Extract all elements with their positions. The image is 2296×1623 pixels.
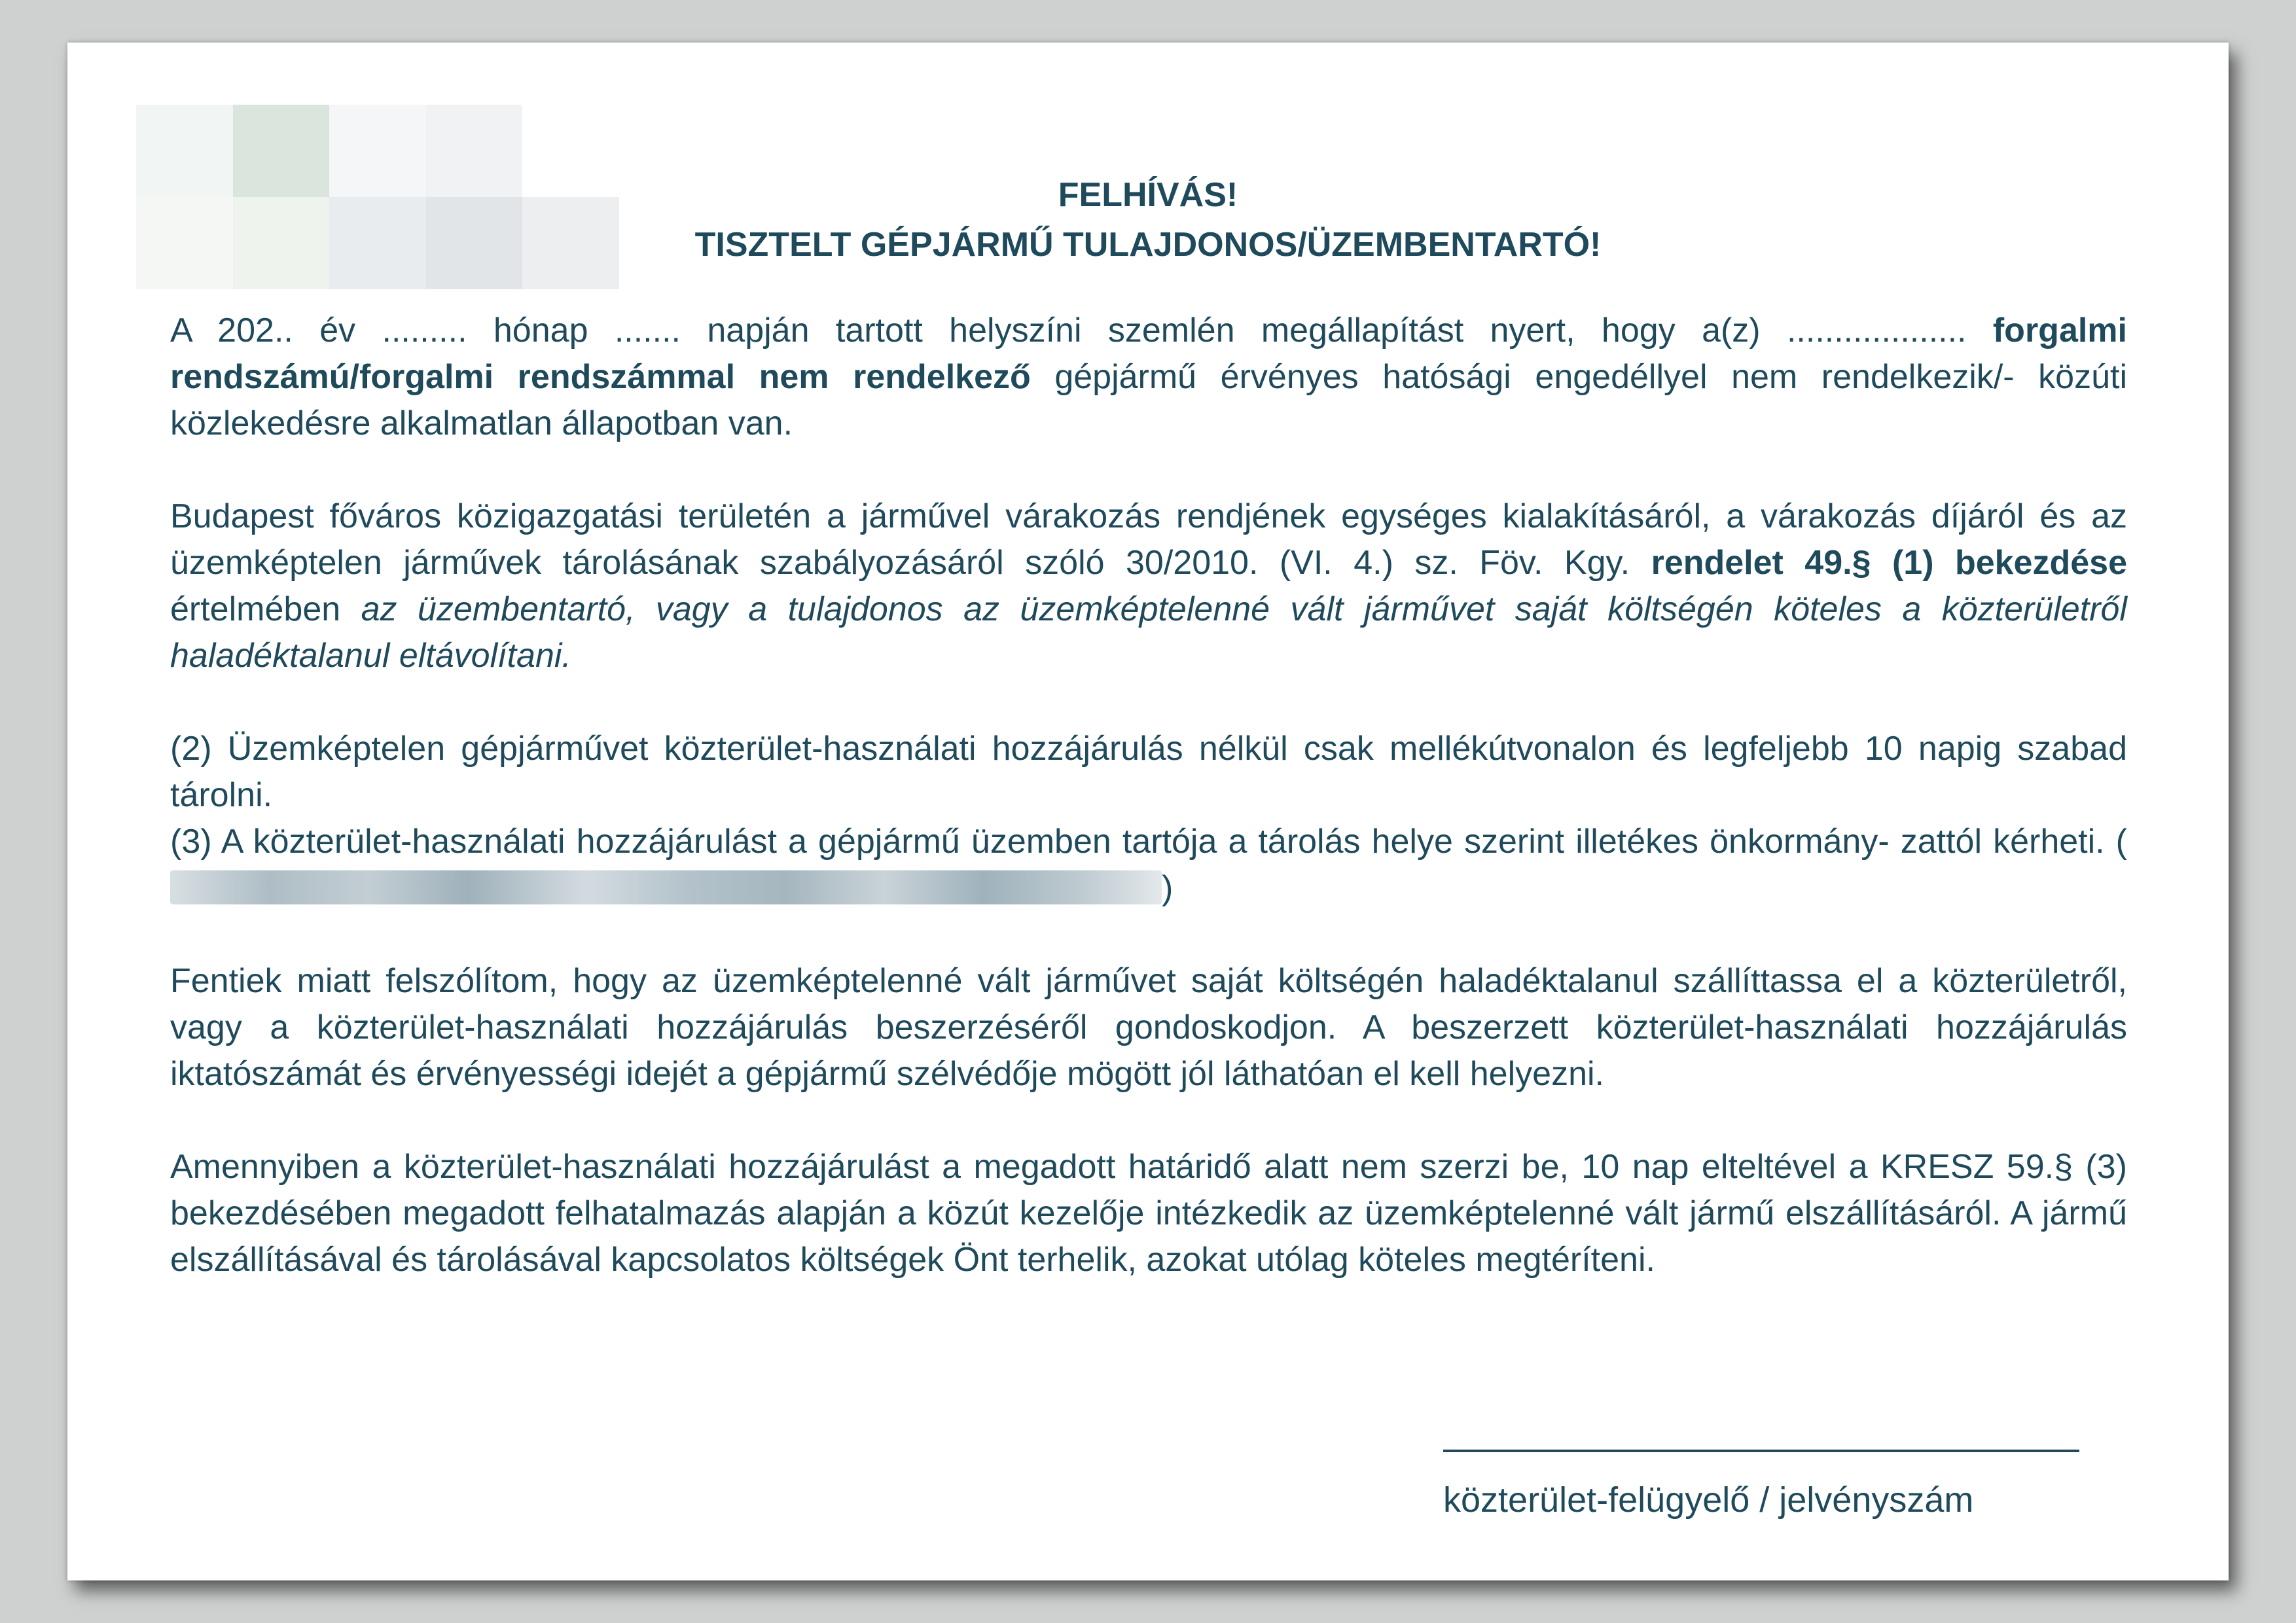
regulation-italic: az üzembentartó, vagy a tulajdonos az üzemképtelenné vált járművet saját költségén köteles a közterületről haladéktalanul eltávolítani.	[170, 590, 2127, 675]
paragraph-summons	[170, 958, 2127, 1097]
notice-title	[67, 170, 2229, 270]
paragraph-consequence	[170, 1144, 2127, 1283]
section-3-text: (3) A közterület-használati hozzájárulást a gépjármű üzemben tartója a tárolás helye szerint illetékes önkormány- zattól kérheti. (	[170, 823, 2127, 861]
paragraph-section-3	[170, 819, 2127, 912]
signature-line	[1443, 1450, 2079, 1452]
summons-text: Fentiek miatt felszólítom, hogy az üzemképtelenné vált járművet saját költségén haladéktalanul szállíttassa el a közterületről, vagy a közterület-használati hozzájárulás beszerzéséről gondoskodjon. A beszerzett közterület-használati hozzájárulás iktatószámát és érvényességi idejét a gépjármű szélvédője mögött jól láthatóan el kell helyezni.	[170, 962, 2127, 1093]
inspection-bold: forgalmi rendszámú/forgalmi rendszámmal nem rendelkező	[170, 312, 2127, 396]
title-line-2: TISZTELT GÉPJÁRMŰ TULAJDONOS/ÜZEMBENTARTÓ!	[694, 226, 1602, 264]
regulation-text: Budapest főváros közigazgatási területén a járművel várakozás rendjének egységes kialakításáról, a várakozás díjáról és az üzemképtelen járművek tárolásának szabályozásáról szóló 30/2010. (VI. 4.) sz. Föv. Kgy.	[170, 497, 2127, 582]
redacted-address	[170, 870, 1162, 904]
section-3-close: )	[1162, 869, 1174, 907]
paragraph-regulation	[170, 493, 2127, 679]
inspection-text-end: gépjármű érvényes hatósági engedéllyel nem rendelkezik/- közúti közlekedésre alkalmatlan állapotban van.	[170, 358, 2127, 442]
notice-body	[170, 308, 2127, 1330]
paragraph-section-2	[170, 726, 2127, 819]
notice-page	[67, 43, 2229, 1580]
paragraph-inspection	[170, 308, 2127, 447]
section-2-text: (2) Üzemképtelen gépjárművet közterület-használati hozzájárulás nélkül csak mellékútvonalon és legfeljebb 10 napig szabad tárolni.	[170, 730, 2127, 814]
consequence-text: Amennyiben a közterület-használati hozzájárulást a megadott határidő alatt nem szerzi be, 10 nap elteltével a KRESZ 59.§ (3) bekezdésében megadott felhatalmazás alapján a közút kezelője intézkedik az üzemképtelenné vált jármű elszállításáról. A jármű elszállításával és tárolásával kapcsolatos költségek Önt terhelik, azokat utólag köteles megtéríteni.	[170, 1148, 2127, 1279]
inspection-text: A 202.. év ......... hónap ....... napján tartott helyszíni szemlén megállapítást nyert, hogy a(z) ...................	[170, 312, 1993, 349]
title-line-1: FELHÍVÁS!	[1058, 176, 1238, 214]
regulation-text-mid: értelmében	[170, 590, 361, 628]
regulation-bold: rendelet 49.§ (1) bekezdése	[1651, 544, 2128, 582]
signature-caption: közterület-felügyelő / jelvényszám	[1443, 1480, 1974, 1520]
